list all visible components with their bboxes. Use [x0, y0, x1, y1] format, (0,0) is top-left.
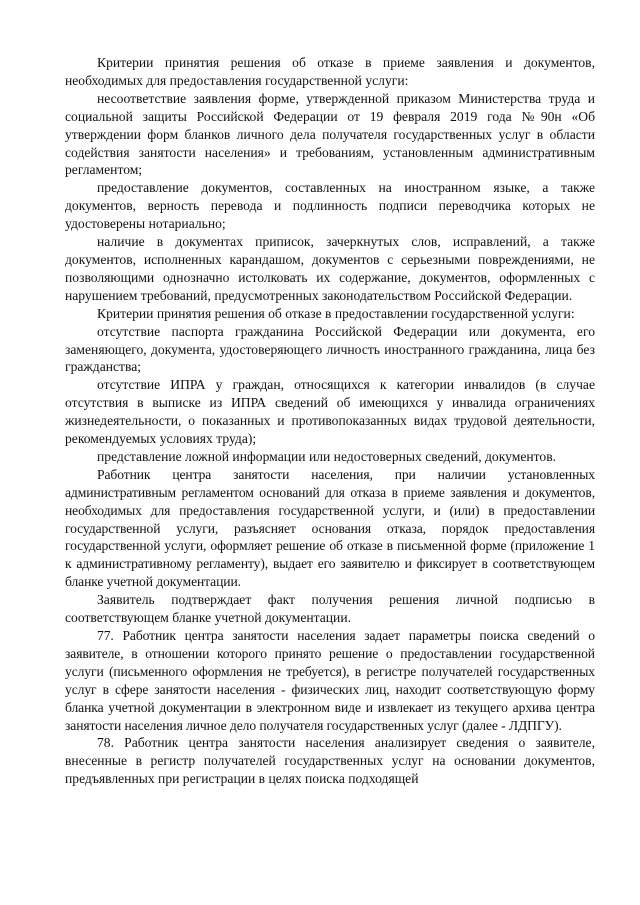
document-page	[65, 54, 595, 788]
paragraph-corrections-in-documents: наличие в документах приписок, зачеркнутых слов, исправлений, а также документов, исполненных карандашом, документов с серьезными повреждениями, не позволяющими однозначно истолковать их содержание, документов, оформленных с нарушением требований, предусмотренных законодательством Российской Федерации.	[65, 234, 595, 303]
paragraph-missing-passport: отсутствие паспорта гражданина Российской Федерации или документа, его заменяющего, документа, удостоверяющего личность иностранного гражданина, лица без гражданства;	[65, 323, 595, 375]
paragraph-applicant-confirms: Заявитель подтверждает факт получения решения личной подписью в соответствующем бланке учетной документации.	[65, 592, 595, 626]
paragraph-missing-ipra: отсутствие ИПРА у граждан, относящихся к категории инвалидов (в случае отсутствия в выписке из ИПРА сведений об имеющихся у инвалида ограничениях жизнедеятельности, о показанных и противопоказанных видах трудовой деятельности, рекомендуемых условиях труда);	[65, 377, 595, 447]
paragraph-foreign-language-documents: предоставление документов, составленных на иностранном языке, а также документов, верность перевода и подлинность подписи переводчика которых не удостоверены нотариально;	[65, 180, 595, 232]
paragraph-criteria-refusal-acceptance: Критерии принятия решения об отказе в приеме заявления и документов, необходимых для предоставления государственной услуги:	[65, 55, 595, 88]
paragraph-criteria-refusal-service: Критерии принятия решения об отказе в предоставлении государственной услуги:	[97, 305, 575, 321]
paragraph-false-information: представление ложной информации или недостоверных сведений, документов.	[97, 448, 557, 464]
paragraph-form-mismatch: несоответствие заявления форме, утвержденной приказом Министерства труда и социальной защиты Российской Федерации от 19 февраля 2019 года №90н «Об утверждении форм бланков личного дела получателя государственных услуг в области содействия занятости населения» и требованиям, установленным административным регламентом;	[65, 90, 595, 178]
paragraph-employee-explains-refusal: Работник центра занятости населения, при наличии установленных административным регламентом оснований для отказа в приеме заявления и документов, необходимых для предоставления государственной услуги, и (или) в предоставлении государственной услуги, разъясняет основания отказа, порядок предоставления государственной услуги, оформляет решение об отказе в письменной форме (приложение 1 к административному регламенту), выдает его заявителю и фиксирует в соответствующем бланке учетной документации.	[65, 466, 595, 590]
paragraph-item-78: 78. Работник центра занятости населения анализирует сведения о заявителе, внесенные в регистр получателей государственных услуг на основании документов, предъявленных при регистрации в целях поиска подходящей	[65, 735, 595, 787]
paragraph-item-77: 77. Работник центра занятости населения задает параметры поиска сведений о заявителе, в отношении которого принято решение о предоставлении государственной услуги (письменного оформления не требуется), в регистре получателей государственных услуг в сфере занятости населения - физических лиц, находит соответствующую форму бланка учетной документации в электронном виде и извлекает из текущего архива центра занятости населения личное дело получателя государственных услуг (далее - ЛДПГУ).	[65, 628, 595, 733]
